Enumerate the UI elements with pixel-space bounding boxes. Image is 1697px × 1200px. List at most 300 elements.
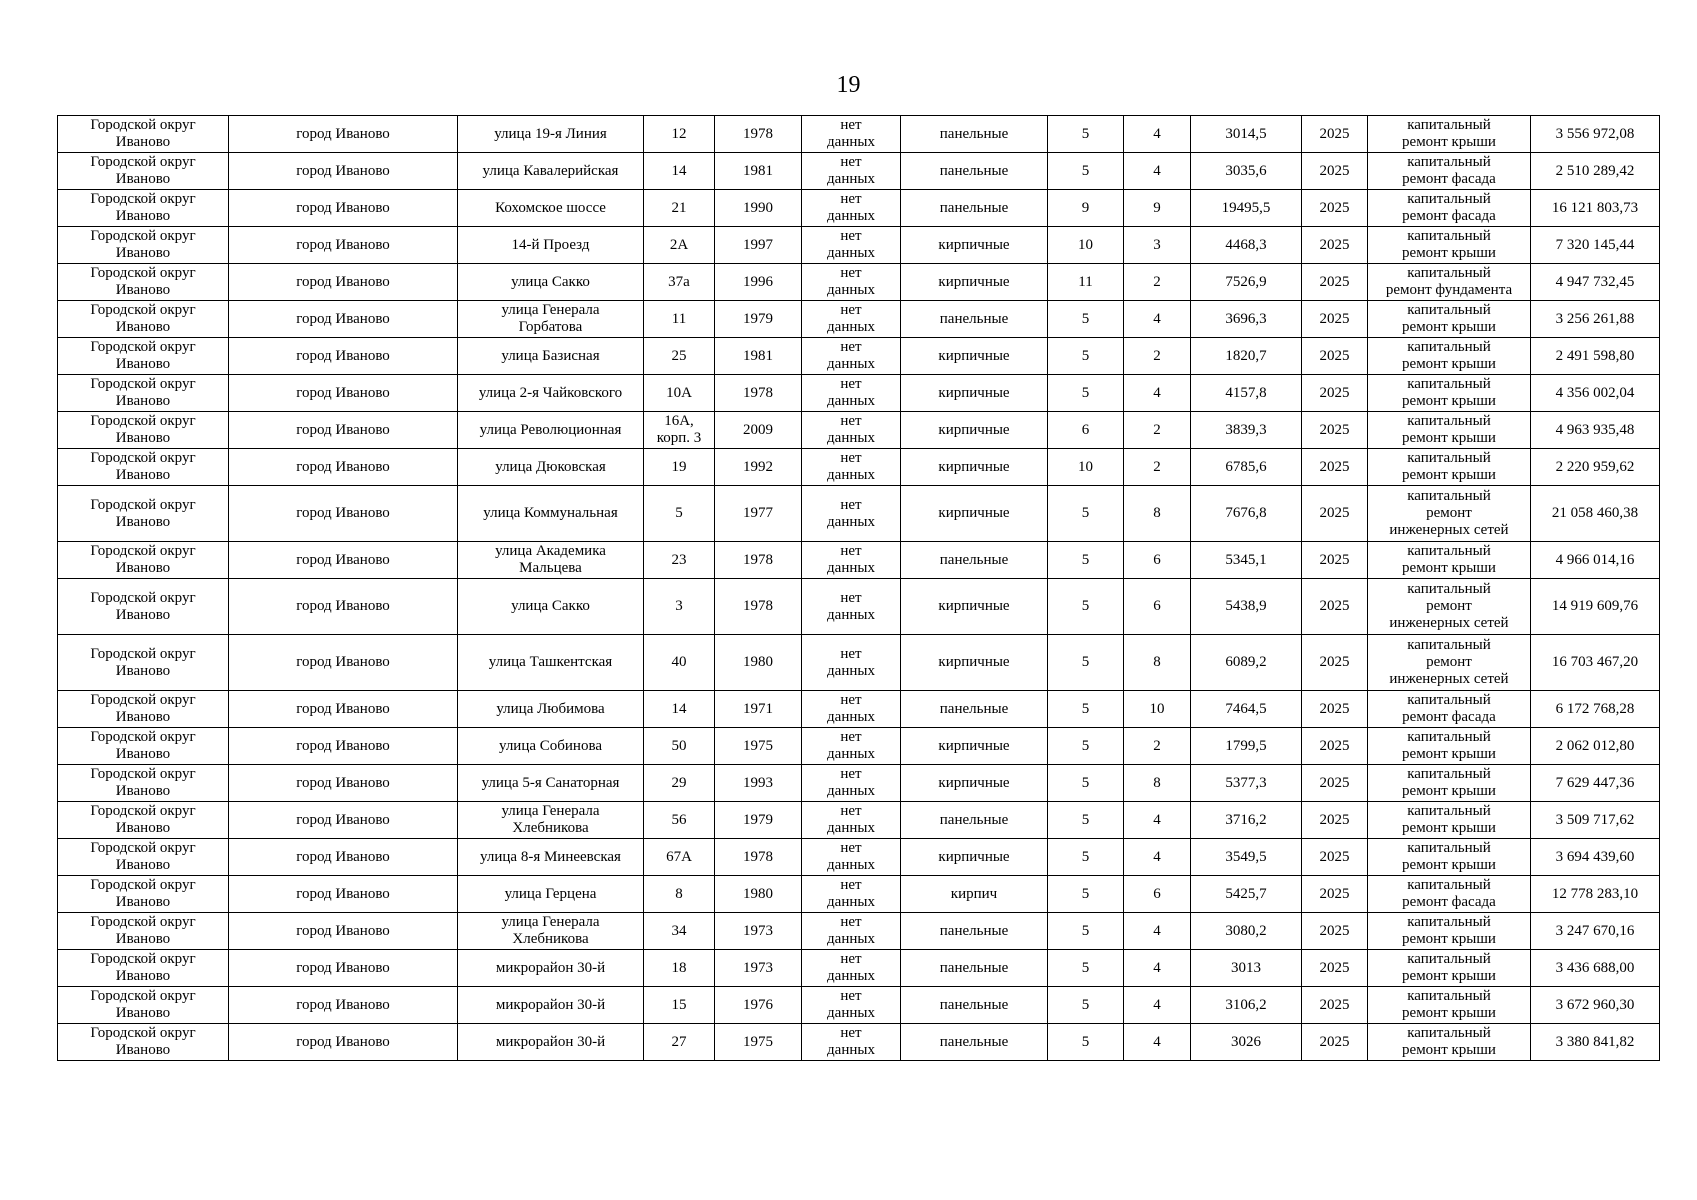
entrances-cell: 4 bbox=[1124, 1024, 1191, 1061]
wall-material-cell: кирпичные bbox=[901, 635, 1048, 691]
house-number-cell: 34 bbox=[644, 913, 715, 950]
floors-cell: 5 bbox=[1048, 338, 1124, 375]
floors-cell: 5 bbox=[1048, 802, 1124, 839]
settlement-cell: город Иваново bbox=[229, 802, 458, 839]
floors-cell: 5 bbox=[1048, 950, 1124, 987]
municipality-cell: Городской округ Иваново bbox=[58, 635, 229, 691]
municipality-cell: Городской округ Иваново bbox=[58, 190, 229, 227]
table-row bbox=[58, 579, 1660, 635]
area-cell: 7526,9 bbox=[1191, 264, 1302, 301]
table-row bbox=[58, 876, 1660, 913]
cost-cell: 3 380 841,82 bbox=[1531, 1024, 1660, 1061]
cost-cell: 4 356 002,04 bbox=[1531, 375, 1660, 412]
planned-year-cell: 2025 bbox=[1302, 375, 1368, 412]
table-row bbox=[58, 486, 1660, 542]
cost-cell: 3 672 960,30 bbox=[1531, 987, 1660, 1024]
floors-cell: 5 bbox=[1048, 579, 1124, 635]
year-built-cell: 1973 bbox=[715, 913, 802, 950]
year-commissioning-cell: нет данных bbox=[802, 190, 901, 227]
planned-year-cell: 2025 bbox=[1302, 987, 1368, 1024]
cost-cell: 21 058 460,38 bbox=[1531, 486, 1660, 542]
floors-cell: 5 bbox=[1048, 1024, 1124, 1061]
year-commissioning-cell: нет данных bbox=[802, 987, 901, 1024]
cost-cell: 3 694 439,60 bbox=[1531, 839, 1660, 876]
cost-cell: 7 320 145,44 bbox=[1531, 227, 1660, 264]
cost-cell: 4 963 935,48 bbox=[1531, 412, 1660, 449]
street-cell: улица Герцена bbox=[458, 876, 644, 913]
year-commissioning-cell: нет данных bbox=[802, 579, 901, 635]
cost-cell: 4 966 014,16 bbox=[1531, 542, 1660, 579]
work-type-cell: капитальный ремонт инженерных сетей bbox=[1368, 579, 1531, 635]
table-row bbox=[58, 412, 1660, 449]
municipality-cell: Городской округ Иваново bbox=[58, 1024, 229, 1061]
wall-material-cell: кирпич bbox=[901, 876, 1048, 913]
settlement-cell: город Иваново bbox=[229, 375, 458, 412]
page-number: 19 bbox=[836, 72, 861, 98]
house-number-cell: 50 bbox=[644, 728, 715, 765]
year-built-cell: 1993 bbox=[715, 765, 802, 802]
settlement-cell: город Иваново bbox=[229, 116, 458, 153]
house-number-cell: 40 bbox=[644, 635, 715, 691]
settlement-cell: город Иваново bbox=[229, 765, 458, 802]
street-cell: улица Академика Мальцева bbox=[458, 542, 644, 579]
area-cell: 4157,8 bbox=[1191, 375, 1302, 412]
planned-year-cell: 2025 bbox=[1302, 579, 1368, 635]
municipality-cell: Городской округ Иваново bbox=[58, 116, 229, 153]
cost-cell: 3 556 972,08 bbox=[1531, 116, 1660, 153]
table-row bbox=[58, 264, 1660, 301]
street-cell: улица 5-я Санаторная bbox=[458, 765, 644, 802]
wall-material-cell: панельные bbox=[901, 913, 1048, 950]
year-built-cell: 1971 bbox=[715, 691, 802, 728]
area-cell: 3839,3 bbox=[1191, 412, 1302, 449]
settlement-cell: город Иваново bbox=[229, 412, 458, 449]
wall-material-cell: панельные bbox=[901, 1024, 1048, 1061]
cost-cell: 7 629 447,36 bbox=[1531, 765, 1660, 802]
planned-year-cell: 2025 bbox=[1302, 1024, 1368, 1061]
year-built-cell: 1978 bbox=[715, 116, 802, 153]
entrances-cell: 2 bbox=[1124, 449, 1191, 486]
street-cell: улица Базисная bbox=[458, 338, 644, 375]
year-built-cell: 1978 bbox=[715, 542, 802, 579]
year-commissioning-cell: нет данных bbox=[802, 486, 901, 542]
entrances-cell: 6 bbox=[1124, 542, 1191, 579]
table-row bbox=[58, 913, 1660, 950]
entrances-cell: 3 bbox=[1124, 227, 1191, 264]
wall-material-cell: кирпичные bbox=[901, 449, 1048, 486]
cost-cell: 12 778 283,10 bbox=[1531, 876, 1660, 913]
house-number-cell: 2А bbox=[644, 227, 715, 264]
municipality-cell: Городской округ Иваново bbox=[58, 542, 229, 579]
area-cell: 1820,7 bbox=[1191, 338, 1302, 375]
entrances-cell: 4 bbox=[1124, 301, 1191, 338]
year-built-cell: 1981 bbox=[715, 153, 802, 190]
area-cell: 4468,3 bbox=[1191, 227, 1302, 264]
planned-year-cell: 2025 bbox=[1302, 950, 1368, 987]
settlement-cell: город Иваново bbox=[229, 876, 458, 913]
wall-material-cell: панельные bbox=[901, 542, 1048, 579]
floors-cell: 5 bbox=[1048, 486, 1124, 542]
year-built-cell: 1978 bbox=[715, 839, 802, 876]
house-number-cell: 16А, корп. 3 bbox=[644, 412, 715, 449]
table-row bbox=[58, 449, 1660, 486]
wall-material-cell: панельные bbox=[901, 190, 1048, 227]
municipality-cell: Городской округ Иваново bbox=[58, 227, 229, 264]
cost-cell: 2 510 289,42 bbox=[1531, 153, 1660, 190]
municipality-cell: Городской округ Иваново bbox=[58, 486, 229, 542]
area-cell: 7676,8 bbox=[1191, 486, 1302, 542]
year-commissioning-cell: нет данных bbox=[802, 375, 901, 412]
area-cell: 3013 bbox=[1191, 950, 1302, 987]
year-built-cell: 1996 bbox=[715, 264, 802, 301]
house-number-cell: 3 bbox=[644, 579, 715, 635]
table-row bbox=[58, 301, 1660, 338]
house-number-cell: 5 bbox=[644, 486, 715, 542]
year-built-cell: 1973 bbox=[715, 950, 802, 987]
house-number-cell: 14 bbox=[644, 153, 715, 190]
entrances-cell: 10 bbox=[1124, 691, 1191, 728]
floors-cell: 10 bbox=[1048, 227, 1124, 264]
work-type-cell: капитальный ремонт крыши bbox=[1368, 987, 1531, 1024]
floors-cell: 5 bbox=[1048, 635, 1124, 691]
planned-year-cell: 2025 bbox=[1302, 227, 1368, 264]
work-type-cell: капитальный ремонт крыши bbox=[1368, 116, 1531, 153]
floors-cell: 5 bbox=[1048, 542, 1124, 579]
work-type-cell: капитальный ремонт крыши bbox=[1368, 839, 1531, 876]
entrances-cell: 2 bbox=[1124, 412, 1191, 449]
wall-material-cell: кирпичные bbox=[901, 264, 1048, 301]
municipality-cell: Городской округ Иваново bbox=[58, 691, 229, 728]
street-cell: улица Генерала Хлебникова bbox=[458, 802, 644, 839]
planned-year-cell: 2025 bbox=[1302, 153, 1368, 190]
entrances-cell: 4 bbox=[1124, 913, 1191, 950]
planned-year-cell: 2025 bbox=[1302, 691, 1368, 728]
settlement-cell: город Иваново bbox=[229, 1024, 458, 1061]
entrances-cell: 4 bbox=[1124, 987, 1191, 1024]
work-type-cell: капитальный ремонт крыши bbox=[1368, 301, 1531, 338]
settlement-cell: город Иваново bbox=[229, 449, 458, 486]
work-type-cell: капитальный ремонт крыши bbox=[1368, 542, 1531, 579]
housing-registry-table bbox=[57, 115, 1660, 1061]
area-cell: 6785,6 bbox=[1191, 449, 1302, 486]
area-cell: 3035,6 bbox=[1191, 153, 1302, 190]
cost-cell: 2 491 598,80 bbox=[1531, 338, 1660, 375]
area-cell: 5345,1 bbox=[1191, 542, 1302, 579]
house-number-cell: 56 bbox=[644, 802, 715, 839]
wall-material-cell: панельные bbox=[901, 987, 1048, 1024]
table-row bbox=[58, 802, 1660, 839]
year-commissioning-cell: нет данных bbox=[802, 153, 901, 190]
settlement-cell: город Иваново bbox=[229, 987, 458, 1024]
floors-cell: 5 bbox=[1048, 913, 1124, 950]
cost-cell: 14 919 609,76 bbox=[1531, 579, 1660, 635]
settlement-cell: город Иваново bbox=[229, 301, 458, 338]
entrances-cell: 4 bbox=[1124, 153, 1191, 190]
settlement-cell: город Иваново bbox=[229, 542, 458, 579]
entrances-cell: 4 bbox=[1124, 839, 1191, 876]
cost-cell: 16 121 803,73 bbox=[1531, 190, 1660, 227]
entrances-cell: 4 bbox=[1124, 950, 1191, 987]
table-row bbox=[58, 987, 1660, 1024]
cost-cell: 3 509 717,62 bbox=[1531, 802, 1660, 839]
floors-cell: 5 bbox=[1048, 987, 1124, 1024]
planned-year-cell: 2025 bbox=[1302, 635, 1368, 691]
work-type-cell: капитальный ремонт крыши bbox=[1368, 338, 1531, 375]
municipality-cell: Городской округ Иваново bbox=[58, 301, 229, 338]
entrances-cell: 6 bbox=[1124, 876, 1191, 913]
year-commissioning-cell: нет данных bbox=[802, 728, 901, 765]
table-body bbox=[58, 116, 1660, 1061]
planned-year-cell: 2025 bbox=[1302, 839, 1368, 876]
area-cell: 5377,3 bbox=[1191, 765, 1302, 802]
street-cell: улица Любимова bbox=[458, 691, 644, 728]
table-row bbox=[58, 635, 1660, 691]
entrances-cell: 2 bbox=[1124, 264, 1191, 301]
wall-material-cell: панельные bbox=[901, 691, 1048, 728]
area-cell: 7464,5 bbox=[1191, 691, 1302, 728]
table-row bbox=[58, 190, 1660, 227]
year-commissioning-cell: нет данных bbox=[802, 839, 901, 876]
municipality-cell: Городской округ Иваново bbox=[58, 913, 229, 950]
street-cell: улица Ташкентская bbox=[458, 635, 644, 691]
work-type-cell: капитальный ремонт крыши bbox=[1368, 802, 1531, 839]
street-cell: улица Сакко bbox=[458, 264, 644, 301]
table-row bbox=[58, 375, 1660, 412]
year-built-cell: 1990 bbox=[715, 190, 802, 227]
street-cell: улица Сакко bbox=[458, 579, 644, 635]
house-number-cell: 18 bbox=[644, 950, 715, 987]
work-type-cell: капитальный ремонт инженерных сетей bbox=[1368, 635, 1531, 691]
year-commissioning-cell: нет данных bbox=[802, 802, 901, 839]
work-type-cell: капитальный ремонт крыши bbox=[1368, 449, 1531, 486]
area-cell: 5425,7 bbox=[1191, 876, 1302, 913]
house-number-cell: 23 bbox=[644, 542, 715, 579]
year-commissioning-cell: нет данных bbox=[802, 412, 901, 449]
year-commissioning-cell: нет данных bbox=[802, 635, 901, 691]
street-cell: микрорайон 30-й bbox=[458, 950, 644, 987]
entrances-cell: 9 bbox=[1124, 190, 1191, 227]
floors-cell: 5 bbox=[1048, 691, 1124, 728]
entrances-cell: 6 bbox=[1124, 579, 1191, 635]
house-number-cell: 21 bbox=[644, 190, 715, 227]
wall-material-cell: кирпичные bbox=[901, 227, 1048, 264]
table-row bbox=[58, 338, 1660, 375]
house-number-cell: 15 bbox=[644, 987, 715, 1024]
planned-year-cell: 2025 bbox=[1302, 876, 1368, 913]
municipality-cell: Городской округ Иваново bbox=[58, 802, 229, 839]
entrances-cell: 2 bbox=[1124, 728, 1191, 765]
work-type-cell: капитальный ремонт фасада bbox=[1368, 190, 1531, 227]
municipality-cell: Городской округ Иваново bbox=[58, 375, 229, 412]
work-type-cell: капитальный ремонт крыши bbox=[1368, 950, 1531, 987]
floors-cell: 5 bbox=[1048, 765, 1124, 802]
wall-material-cell: кирпичные bbox=[901, 412, 1048, 449]
street-cell: улица Дюковская bbox=[458, 449, 644, 486]
floors-cell: 11 bbox=[1048, 264, 1124, 301]
entrances-cell: 8 bbox=[1124, 765, 1191, 802]
planned-year-cell: 2025 bbox=[1302, 542, 1368, 579]
year-commissioning-cell: нет данных bbox=[802, 542, 901, 579]
floors-cell: 9 bbox=[1048, 190, 1124, 227]
settlement-cell: город Иваново bbox=[229, 579, 458, 635]
work-type-cell: капитальный ремонт крыши bbox=[1368, 227, 1531, 264]
floors-cell: 5 bbox=[1048, 728, 1124, 765]
cost-cell: 3 256 261,88 bbox=[1531, 301, 1660, 338]
year-built-cell: 1977 bbox=[715, 486, 802, 542]
cost-cell: 2 062 012,80 bbox=[1531, 728, 1660, 765]
planned-year-cell: 2025 bbox=[1302, 728, 1368, 765]
wall-material-cell: кирпичные bbox=[901, 765, 1048, 802]
settlement-cell: город Иваново bbox=[229, 839, 458, 876]
table-row bbox=[58, 542, 1660, 579]
cost-cell: 3 436 688,00 bbox=[1531, 950, 1660, 987]
area-cell: 3080,2 bbox=[1191, 913, 1302, 950]
floors-cell: 5 bbox=[1048, 839, 1124, 876]
municipality-cell: Городской округ Иваново bbox=[58, 876, 229, 913]
cost-cell: 3 247 670,16 bbox=[1531, 913, 1660, 950]
area-cell: 6089,2 bbox=[1191, 635, 1302, 691]
entrances-cell: 8 bbox=[1124, 635, 1191, 691]
house-number-cell: 27 bbox=[644, 1024, 715, 1061]
street-cell: микрорайон 30-й bbox=[458, 1024, 644, 1061]
house-number-cell: 37а bbox=[644, 264, 715, 301]
work-type-cell: капитальный ремонт крыши bbox=[1368, 728, 1531, 765]
house-number-cell: 19 bbox=[644, 449, 715, 486]
planned-year-cell: 2025 bbox=[1302, 301, 1368, 338]
municipality-cell: Городской округ Иваново bbox=[58, 950, 229, 987]
work-type-cell: капитальный ремонт крыши bbox=[1368, 375, 1531, 412]
street-cell: улица Генерала Хлебникова bbox=[458, 913, 644, 950]
wall-material-cell: панельные bbox=[901, 153, 1048, 190]
work-type-cell: капитальный ремонт фасада bbox=[1368, 876, 1531, 913]
street-cell: улица 19-я Линия bbox=[458, 116, 644, 153]
year-commissioning-cell: нет данных bbox=[802, 913, 901, 950]
settlement-cell: город Иваново bbox=[229, 190, 458, 227]
year-built-cell: 1979 bbox=[715, 802, 802, 839]
street-cell: улица Коммунальная bbox=[458, 486, 644, 542]
planned-year-cell: 2025 bbox=[1302, 765, 1368, 802]
municipality-cell: Городской округ Иваново bbox=[58, 338, 229, 375]
year-commissioning-cell: нет данных bbox=[802, 449, 901, 486]
cost-cell: 2 220 959,62 bbox=[1531, 449, 1660, 486]
street-cell: улица Кавалерийская bbox=[458, 153, 644, 190]
year-built-cell: 1981 bbox=[715, 338, 802, 375]
house-number-cell: 8 bbox=[644, 876, 715, 913]
work-type-cell: капитальный ремонт фасада bbox=[1368, 153, 1531, 190]
house-number-cell: 11 bbox=[644, 301, 715, 338]
year-commissioning-cell: нет данных bbox=[802, 691, 901, 728]
settlement-cell: город Иваново bbox=[229, 691, 458, 728]
year-built-cell: 1975 bbox=[715, 1024, 802, 1061]
year-commissioning-cell: нет данных bbox=[802, 301, 901, 338]
floors-cell: 5 bbox=[1048, 375, 1124, 412]
settlement-cell: город Иваново bbox=[229, 227, 458, 264]
year-commissioning-cell: нет данных bbox=[802, 227, 901, 264]
wall-material-cell: кирпичные bbox=[901, 839, 1048, 876]
table-row bbox=[58, 116, 1660, 153]
table-row bbox=[58, 728, 1660, 765]
entrances-cell: 2 bbox=[1124, 338, 1191, 375]
planned-year-cell: 2025 bbox=[1302, 802, 1368, 839]
year-built-cell: 1978 bbox=[715, 375, 802, 412]
entrances-cell: 4 bbox=[1124, 116, 1191, 153]
entrances-cell: 4 bbox=[1124, 802, 1191, 839]
year-built-cell: 1980 bbox=[715, 876, 802, 913]
settlement-cell: город Иваново bbox=[229, 153, 458, 190]
wall-material-cell: кирпичные bbox=[901, 728, 1048, 765]
planned-year-cell: 2025 bbox=[1302, 449, 1368, 486]
municipality-cell: Городской округ Иваново bbox=[58, 987, 229, 1024]
table-row bbox=[58, 765, 1660, 802]
wall-material-cell: кирпичные bbox=[901, 486, 1048, 542]
wall-material-cell: панельные bbox=[901, 802, 1048, 839]
street-cell: улица Генерала Горбатова bbox=[458, 301, 644, 338]
settlement-cell: город Иваново bbox=[229, 486, 458, 542]
year-commissioning-cell: нет данных bbox=[802, 950, 901, 987]
street-cell: улица Революционная bbox=[458, 412, 644, 449]
year-built-cell: 1978 bbox=[715, 579, 802, 635]
street-cell: 14-й Проезд bbox=[458, 227, 644, 264]
area-cell: 3549,5 bbox=[1191, 839, 1302, 876]
floors-cell: 10 bbox=[1048, 449, 1124, 486]
municipality-cell: Городской округ Иваново bbox=[58, 264, 229, 301]
house-number-cell: 14 bbox=[644, 691, 715, 728]
year-built-cell: 1976 bbox=[715, 987, 802, 1024]
settlement-cell: город Иваново bbox=[229, 338, 458, 375]
wall-material-cell: кирпичные bbox=[901, 338, 1048, 375]
year-built-cell: 1979 bbox=[715, 301, 802, 338]
work-type-cell: капитальный ремонт крыши bbox=[1368, 765, 1531, 802]
planned-year-cell: 2025 bbox=[1302, 264, 1368, 301]
municipality-cell: Городской округ Иваново bbox=[58, 449, 229, 486]
planned-year-cell: 2025 bbox=[1302, 338, 1368, 375]
year-built-cell: 2009 bbox=[715, 412, 802, 449]
year-commissioning-cell: нет данных bbox=[802, 338, 901, 375]
wall-material-cell: панельные bbox=[901, 950, 1048, 987]
work-type-cell: капитальный ремонт фасада bbox=[1368, 691, 1531, 728]
area-cell: 5438,9 bbox=[1191, 579, 1302, 635]
floors-cell: 6 bbox=[1048, 412, 1124, 449]
table-row bbox=[58, 1024, 1660, 1061]
table-row bbox=[58, 227, 1660, 264]
year-commissioning-cell: нет данных bbox=[802, 116, 901, 153]
entrances-cell: 4 bbox=[1124, 375, 1191, 412]
year-built-cell: 1975 bbox=[715, 728, 802, 765]
planned-year-cell: 2025 bbox=[1302, 486, 1368, 542]
area-cell: 3716,2 bbox=[1191, 802, 1302, 839]
wall-material-cell: панельные bbox=[901, 116, 1048, 153]
street-cell: микрорайон 30-й bbox=[458, 987, 644, 1024]
settlement-cell: город Иваново bbox=[229, 950, 458, 987]
work-type-cell: капитальный ремонт фундамента bbox=[1368, 264, 1531, 301]
municipality-cell: Городской округ Иваново bbox=[58, 728, 229, 765]
planned-year-cell: 2025 bbox=[1302, 412, 1368, 449]
house-number-cell: 29 bbox=[644, 765, 715, 802]
area-cell: 19495,5 bbox=[1191, 190, 1302, 227]
table-row bbox=[58, 950, 1660, 987]
cost-cell: 6 172 768,28 bbox=[1531, 691, 1660, 728]
work-type-cell: капитальный ремонт крыши bbox=[1368, 1024, 1531, 1061]
floors-cell: 5 bbox=[1048, 301, 1124, 338]
work-type-cell: капитальный ремонт инженерных сетей bbox=[1368, 486, 1531, 542]
settlement-cell: город Иваново bbox=[229, 635, 458, 691]
wall-material-cell: кирпичные bbox=[901, 375, 1048, 412]
year-commissioning-cell: нет данных bbox=[802, 1024, 901, 1061]
floors-cell: 5 bbox=[1048, 876, 1124, 913]
planned-year-cell: 2025 bbox=[1302, 913, 1368, 950]
year-built-cell: 1997 bbox=[715, 227, 802, 264]
municipality-cell: Городской округ Иваново bbox=[58, 839, 229, 876]
